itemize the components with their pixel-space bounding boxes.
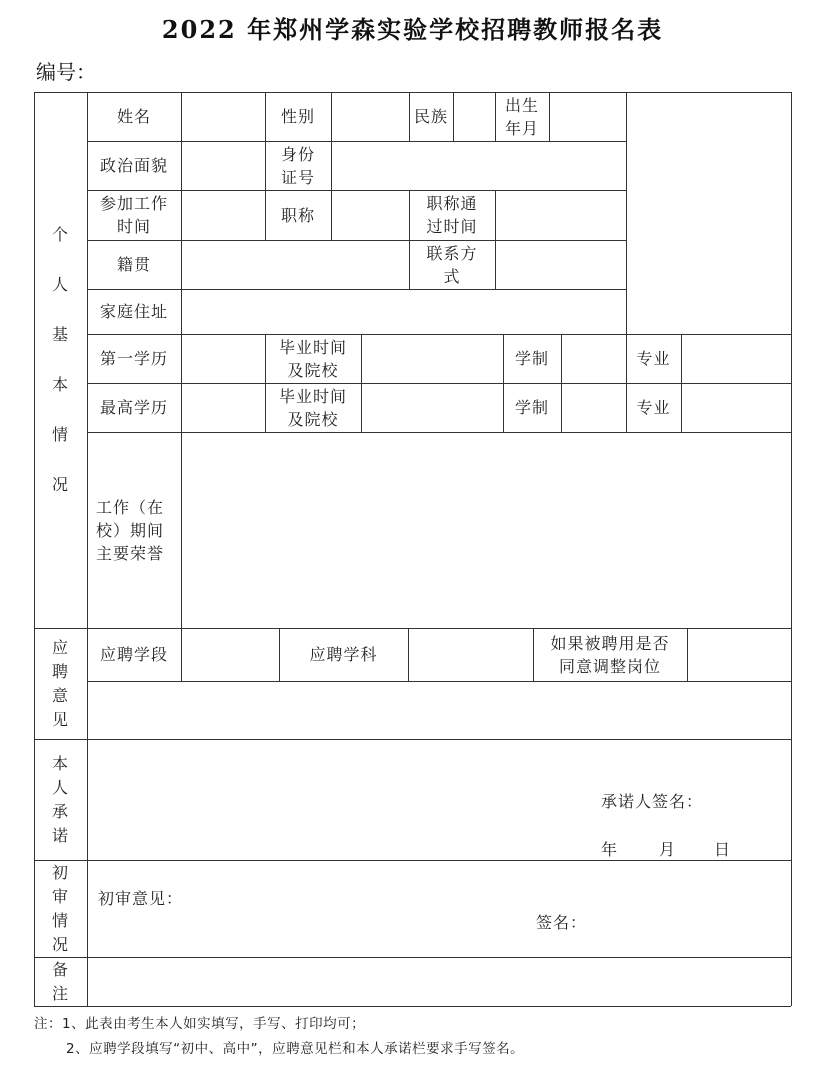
section-label-personal: 个人基本情况 <box>51 225 69 494</box>
label-id-number: 身份证号 <box>280 144 315 187</box>
section-label-review: 初审情况 <box>51 862 69 954</box>
form-title: 2022 年郑州学森实验学校招聘教师报名表 <box>161 15 664 44</box>
input-address[interactable] <box>181 289 626 334</box>
label-adjust: 如果被聘用是否同意调整岗位 <box>550 633 670 676</box>
input-edu-highest[interactable] <box>181 383 265 432</box>
footnote-1: 注：1、此表由考生本人如实填写，手写、打印均可； <box>34 1016 366 1032</box>
input-adjust[interactable] <box>687 628 791 681</box>
promise-signer-label: 承诺人签名： <box>601 792 704 811</box>
label-edu-highest: 最高学历 <box>99 398 168 417</box>
input-ethnicity[interactable] <box>453 92 495 141</box>
input-title[interactable] <box>331 190 409 240</box>
promise-year-label: 年 <box>601 840 619 859</box>
label-ethnicity: 民族 <box>414 107 449 126</box>
input-name[interactable] <box>181 92 265 141</box>
label-politics: 政治面貌 <box>99 156 168 175</box>
label-honors: 工作（在校）期间主要荣誉 <box>96 497 165 563</box>
input-system-1[interactable] <box>561 334 626 383</box>
serial-number-label: 编号： <box>36 60 96 84</box>
input-remarks[interactable] <box>87 957 791 1006</box>
label-birth: 出生年月 <box>504 95 539 138</box>
label-grad-school-1: 毕业时间及院校 <box>278 337 347 380</box>
review-opinion-label: 初审意见： <box>98 889 184 908</box>
input-system-2[interactable] <box>561 383 626 432</box>
label-grad-school-2: 毕业时间及院校 <box>278 386 347 429</box>
input-grad-school-2[interactable] <box>361 383 503 432</box>
label-stage: 应聘学段 <box>99 645 168 664</box>
input-work-start[interactable] <box>181 190 265 240</box>
promise-month-label: 月 <box>659 840 677 859</box>
input-stage[interactable] <box>181 628 279 681</box>
label-title: 职称 <box>280 205 315 225</box>
input-subject[interactable] <box>408 628 533 681</box>
label-title-pass: 职称通过时间 <box>426 194 478 236</box>
label-subject: 应聘学科 <box>309 645 378 664</box>
label-native-place: 籍贯 <box>116 255 151 274</box>
label-system-1: 学制 <box>514 349 549 368</box>
label-major-1: 专业 <box>636 349 671 368</box>
footnote-2: 2、应聘学段填写“初中、高中”，应聘意见栏和本人承诺栏要求手写签名。 <box>66 1041 525 1057</box>
input-id-number[interactable] <box>331 141 626 190</box>
section-label-intent: 应聘意见 <box>51 637 69 729</box>
label-major-2: 专业 <box>636 398 671 417</box>
section-label-remarks: 备注 <box>51 959 69 1003</box>
promise-day-label: 日 <box>714 840 732 859</box>
input-intent-signature[interactable] <box>87 681 791 739</box>
label-system-2: 学制 <box>514 398 549 417</box>
label-name: 姓名 <box>116 107 151 126</box>
input-gender[interactable] <box>331 92 409 141</box>
photo-area <box>626 92 791 334</box>
input-native-place[interactable] <box>181 240 409 289</box>
input-major-1[interactable] <box>681 334 791 383</box>
input-title-pass[interactable] <box>495 190 626 240</box>
label-edu-first: 第一学历 <box>99 349 168 368</box>
label-gender: 性别 <box>280 107 315 126</box>
input-politics[interactable] <box>181 141 265 190</box>
input-edu-first[interactable] <box>181 334 265 383</box>
input-birth[interactable] <box>549 92 626 141</box>
input-contact[interactable] <box>495 240 626 289</box>
review-signature-label: 签名： <box>536 913 588 932</box>
input-grad-school-1[interactable] <box>361 334 503 383</box>
input-honors[interactable] <box>181 432 791 628</box>
label-address: 家庭住址 <box>99 302 168 321</box>
label-contact: 联系方式 <box>426 243 478 286</box>
input-major-2[interactable] <box>681 383 791 432</box>
section-label-promise: 本人承诺 <box>51 753 69 845</box>
label-work-start: 参加工作时间 <box>99 194 168 236</box>
input-review[interactable] <box>87 860 791 957</box>
